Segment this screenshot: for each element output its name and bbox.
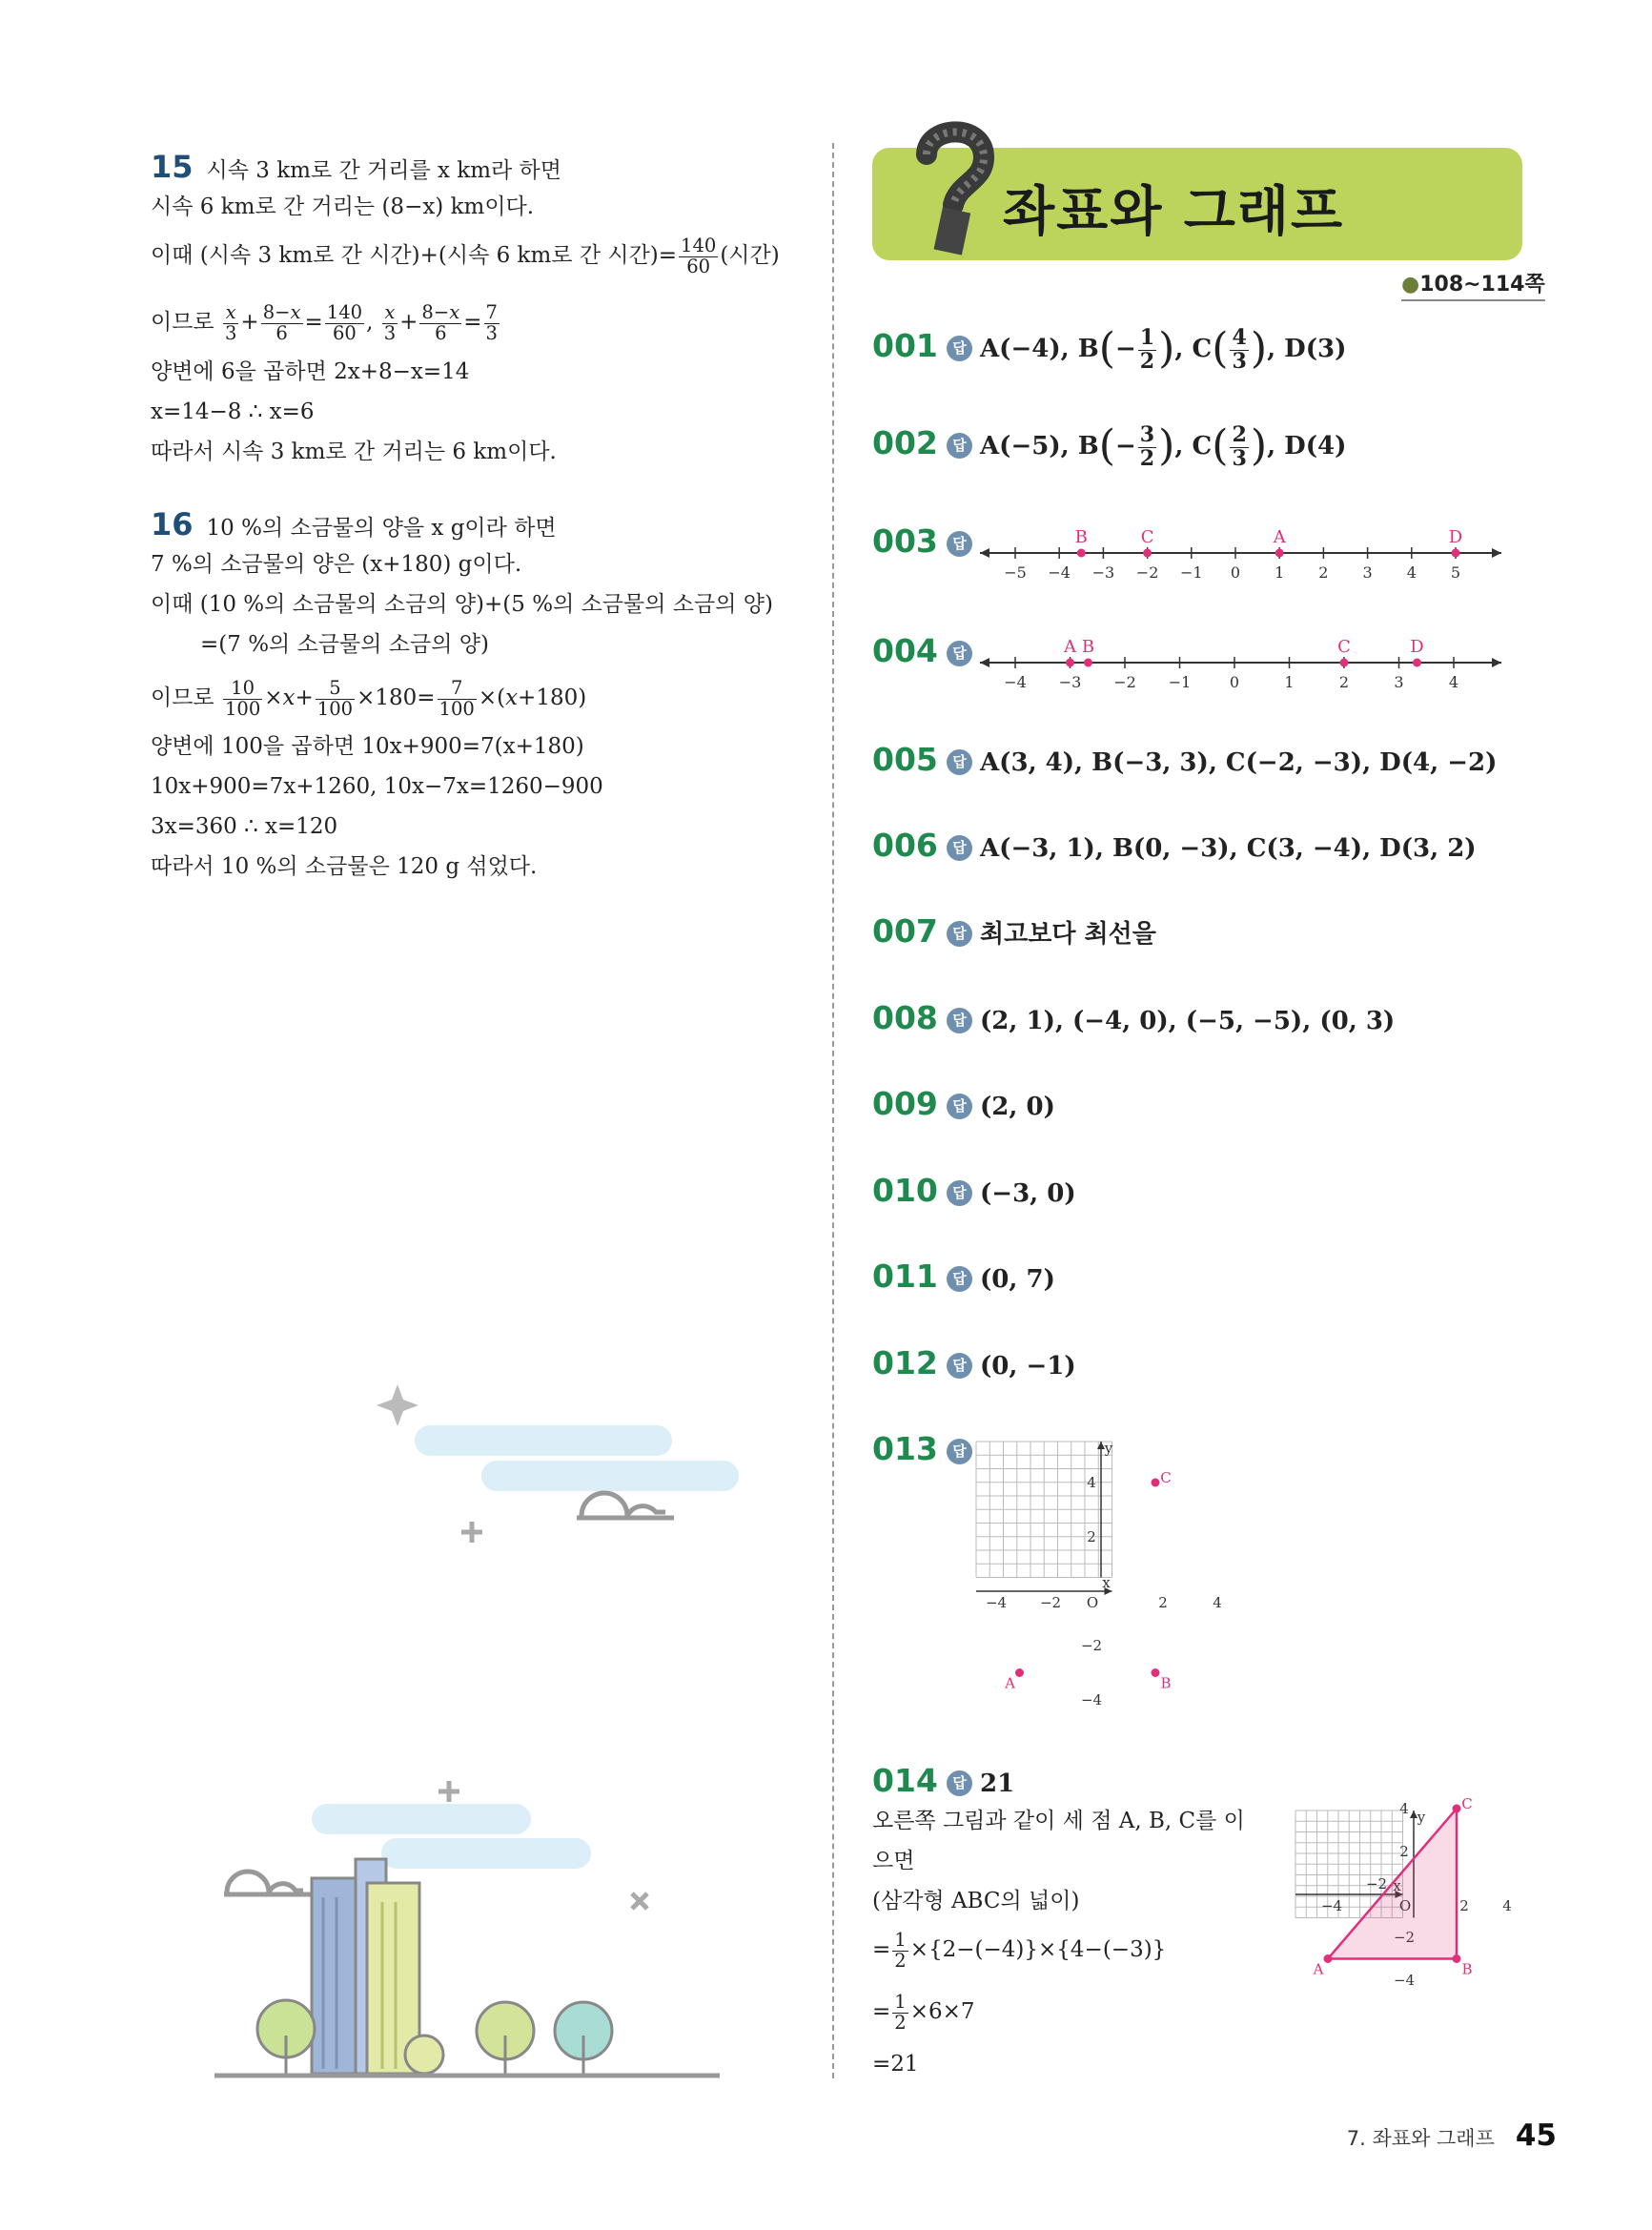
point-label: B (1074, 527, 1088, 547)
footer-chapter: 7. 좌표와 그래프 (1346, 2127, 1495, 2150)
point-label: D (1410, 637, 1424, 657)
point-D (1452, 549, 1460, 558)
point-D (1413, 659, 1421, 667)
problem-16-line-5: 이므로 $\frac{10}{100}$ ×x+ $\frac{5}{100}$ ×180= $\frac{7}{100}$ ×(x+180) (151, 677, 587, 720)
problem-15-line-2: 시속 6 km로 간 거리는 (8−x) km이다. (151, 194, 535, 219)
solution-014-line-6: =21 (872, 2052, 919, 2077)
page-range: ●108~114쪽 (1401, 268, 1545, 301)
x-tick-label: −2 (1039, 1594, 1062, 1611)
answer-003: 003 답 (872, 522, 980, 560)
chapter-title: 좌표와 그래프 (1003, 181, 1345, 243)
tick-label: −1 (1180, 563, 1203, 582)
problem-16-line-7: 10x+900=7x+1260, 10x−7x=1260−900 (151, 774, 603, 799)
answer-badge: 답 (947, 1008, 972, 1033)
tick-label: −5 (1004, 563, 1027, 582)
answer-badge: 답 (947, 749, 972, 775)
problem-16-line-6: 양변에 100을 곱하면 10x+900=7(x+180) (151, 734, 584, 759)
y-tick-label: −4 (1393, 1972, 1416, 1989)
point-label: C (1461, 1795, 1473, 1812)
graph-013 (972, 1438, 1258, 1719)
point-label: B (1081, 637, 1095, 657)
point-label: A (1313, 1960, 1324, 1978)
y-tick-label: −2 (1080, 1637, 1103, 1654)
answer-008: 008 답 (2, 1), (−4, 0), (−5, −5), (0, 3) (872, 999, 1396, 1036)
graph-014 (1292, 1795, 1525, 2040)
answer-002: 002 답 A(−5), B(− $\frac{3}{2}$ ), C( $\frac{2}{3}$ ), D(4) (872, 421, 1347, 471)
point-B (1453, 1954, 1461, 1963)
y-tick-label: 4 (1087, 1474, 1096, 1491)
tick-label: −2 (1135, 563, 1159, 582)
answer-014: 014 답 21 (872, 1762, 1015, 1799)
answer-badge: 답 (947, 531, 972, 557)
solution-014-line-1: 오른쪽 그림과 같이 세 점 A, B, C를 이 (872, 1809, 1245, 1833)
x-tick-label: 2 (1158, 1594, 1168, 1611)
point-A (1275, 549, 1284, 558)
point-label: C (1140, 527, 1154, 547)
problem-15-line-7: 따라서 시속 3 km로 간 거리는 6 km이다. (151, 440, 557, 464)
solution-014-line-5: = $\frac{1}{2}$ ×6×7 (872, 1991, 975, 2034)
tick-label: 2 (1338, 673, 1350, 691)
tick-label: −1 (1168, 673, 1192, 691)
solution-014-line-3: (삼각형 ABC의 넓이) (872, 1889, 1080, 1913)
y-tick-label: 2 (1087, 1528, 1096, 1545)
answer-004: 004 답 (872, 632, 980, 669)
problem-15-line-5: 양변에 6을 곱하면 2x+8−x=14 (151, 359, 470, 384)
point-B (1152, 1668, 1160, 1677)
y-tick-label: 2 (1399, 1843, 1409, 1860)
point-label: B (1160, 1674, 1172, 1692)
answer-007: 007 답 최고보다 최선을 (872, 912, 1156, 950)
answer-011: 011 답 (0, 7) (872, 1258, 1055, 1295)
problem-16-line-9: 따라서 10 %의 소금물은 120 g 섞었다. (151, 854, 538, 879)
problem-16-line-1: 16 10 %의 소금물의 양을 x g이라 하면 (151, 506, 557, 542)
answer-012: 012 답 (0, −1) (872, 1344, 1076, 1381)
x-tick-label: −2 (1365, 1875, 1388, 1892)
page-number: 45 (1515, 2118, 1557, 2153)
tick-label: −4 (1004, 673, 1027, 691)
solution-014-line-4: = $\frac{1}{2}$ ×{2−(−4)}×{4−(−3)} (872, 1929, 1167, 1972)
point-C (1152, 1479, 1160, 1487)
tick-label: −3 (1058, 673, 1082, 691)
arrow-right-icon (1492, 548, 1501, 558)
x-tick-label: −4 (985, 1594, 1008, 1611)
answer-009: 009 답 (2, 0) (872, 1085, 1055, 1122)
answer-006: 006 답 A(−3, 1), B(0, −3), C(3, −4), D(3, 2) (872, 827, 1477, 864)
y-axis-label: y (1417, 1809, 1426, 1826)
problem-number: 16 (151, 506, 194, 542)
x-tick-label: 2 (1459, 1897, 1469, 1914)
problem-15-line-1: 15 시속 3 km로 간 거리를 x km라 하면 (151, 149, 561, 185)
problem-16-line-8: 3x=360 ∴ x=120 (151, 814, 338, 839)
answer-001: 001 답 A(−4), B(− $\frac{1}{2}$ ), C( $\frac{4}{3}$ ), D(3) (872, 324, 1347, 374)
answer-badge: 답 (947, 1770, 972, 1796)
answer-badge: 답 (947, 1180, 972, 1206)
tick-label: 0 (1230, 563, 1241, 582)
tick-label: 2 (1318, 563, 1329, 582)
problem-15-line-6: x=14−8 ∴ x=6 (151, 399, 315, 424)
arrow-right-icon (1492, 658, 1501, 667)
x-tick-label: 4 (1213, 1594, 1222, 1611)
y-tick-label: 4 (1399, 1800, 1409, 1817)
city-illustration (205, 1363, 758, 2088)
y-axis-label: y (1104, 1440, 1113, 1457)
x-tick-label: 4 (1502, 1897, 1512, 1914)
point-label: A (1273, 527, 1286, 547)
problem-16-line-3: 이때 (10 %의 소금물의 소금의 양)+(5 %의 소금물의 소금의 양) (151, 592, 773, 617)
point-A (1066, 659, 1074, 667)
answer-badge: 답 (947, 1439, 972, 1464)
x-axis-label: x (1102, 1574, 1111, 1591)
answer-badge: 답 (947, 1094, 972, 1119)
point-label: A (1064, 637, 1076, 657)
answer-badge: 답 (947, 921, 972, 947)
origin-label: O (1086, 1594, 1099, 1611)
point-label: A (1005, 1674, 1015, 1692)
arrow-left-icon (980, 548, 989, 558)
answer-badge: 답 (947, 1353, 972, 1379)
page-footer (1347, 2118, 1557, 2153)
answer-005: 005 답 A(3, 4), B(−3, 3), C(−2, −3), D(4, −2) (872, 741, 1498, 778)
tick-label: 1 (1284, 673, 1295, 691)
arrow-left-icon (980, 658, 989, 667)
tick-label: 0 (1229, 673, 1240, 691)
x-tick-label: −4 (1320, 1897, 1343, 1914)
answer-010: 010 답 (−3, 0) (872, 1172, 1076, 1209)
tick-label: −3 (1091, 563, 1115, 582)
y-tick-label: −4 (1080, 1691, 1103, 1708)
answer-badge: 답 (947, 641, 972, 666)
point-label: D (1448, 527, 1463, 547)
column-divider (832, 143, 834, 2078)
tick-label: 3 (1394, 673, 1404, 691)
tick-label: 4 (1406, 563, 1417, 582)
answer-013: 013 답 (872, 1430, 980, 1467)
point-C (1143, 549, 1152, 558)
fraction: $\frac{140}{60}$ (681, 235, 717, 277)
number-line-004 (972, 629, 1516, 696)
point-B (1077, 549, 1086, 558)
point-label: B (1461, 1960, 1473, 1978)
point-A (1015, 1668, 1024, 1677)
point-C (1453, 1805, 1461, 1813)
point-label: C (1160, 1469, 1172, 1486)
book-icon: ● (1401, 273, 1420, 297)
answer-badge: 답 (947, 433, 972, 459)
tick-label: −4 (1048, 563, 1071, 582)
solution-014-line-2: 으면 (872, 1849, 915, 1873)
point-B (1084, 659, 1092, 667)
number-line-003 (972, 520, 1516, 586)
problem-16-line-4: =(7 %의 소금물의 소금의 양) (200, 632, 489, 657)
problem-number: 15 (151, 149, 194, 185)
answer-badge: 답 (947, 336, 972, 361)
tick-label: 3 (1362, 563, 1373, 582)
problem-15-line-3: 이때 (시속 3 km로 간 시간)+(시속 6 km로 간 시간)= $\frac{140}{60}$ (시간) (151, 235, 780, 277)
tick-label: −2 (1113, 673, 1136, 691)
tick-label: 5 (1450, 563, 1461, 582)
point-A (1324, 1954, 1333, 1963)
tick-label: 4 (1448, 673, 1459, 691)
question-mark-icon (906, 114, 1001, 257)
point-label: C (1337, 637, 1351, 657)
answer-badge: 답 (947, 835, 972, 861)
tick-label: 1 (1275, 563, 1285, 582)
point-C (1340, 659, 1349, 667)
problem-16-line-2: 7 %의 소금물의 양은 (x+180) g이다. (151, 552, 522, 577)
problem-15-line-4: 이므로 $\frac{x}{3}$ + $\frac{8-x}{6}$ = $\frac{140}{60}$ , $\frac{x}{3}$ + $\frac{8-x}{6}$ = $\frac{7}{3}$ (151, 301, 498, 344)
answer-badge: 답 (947, 1266, 972, 1292)
